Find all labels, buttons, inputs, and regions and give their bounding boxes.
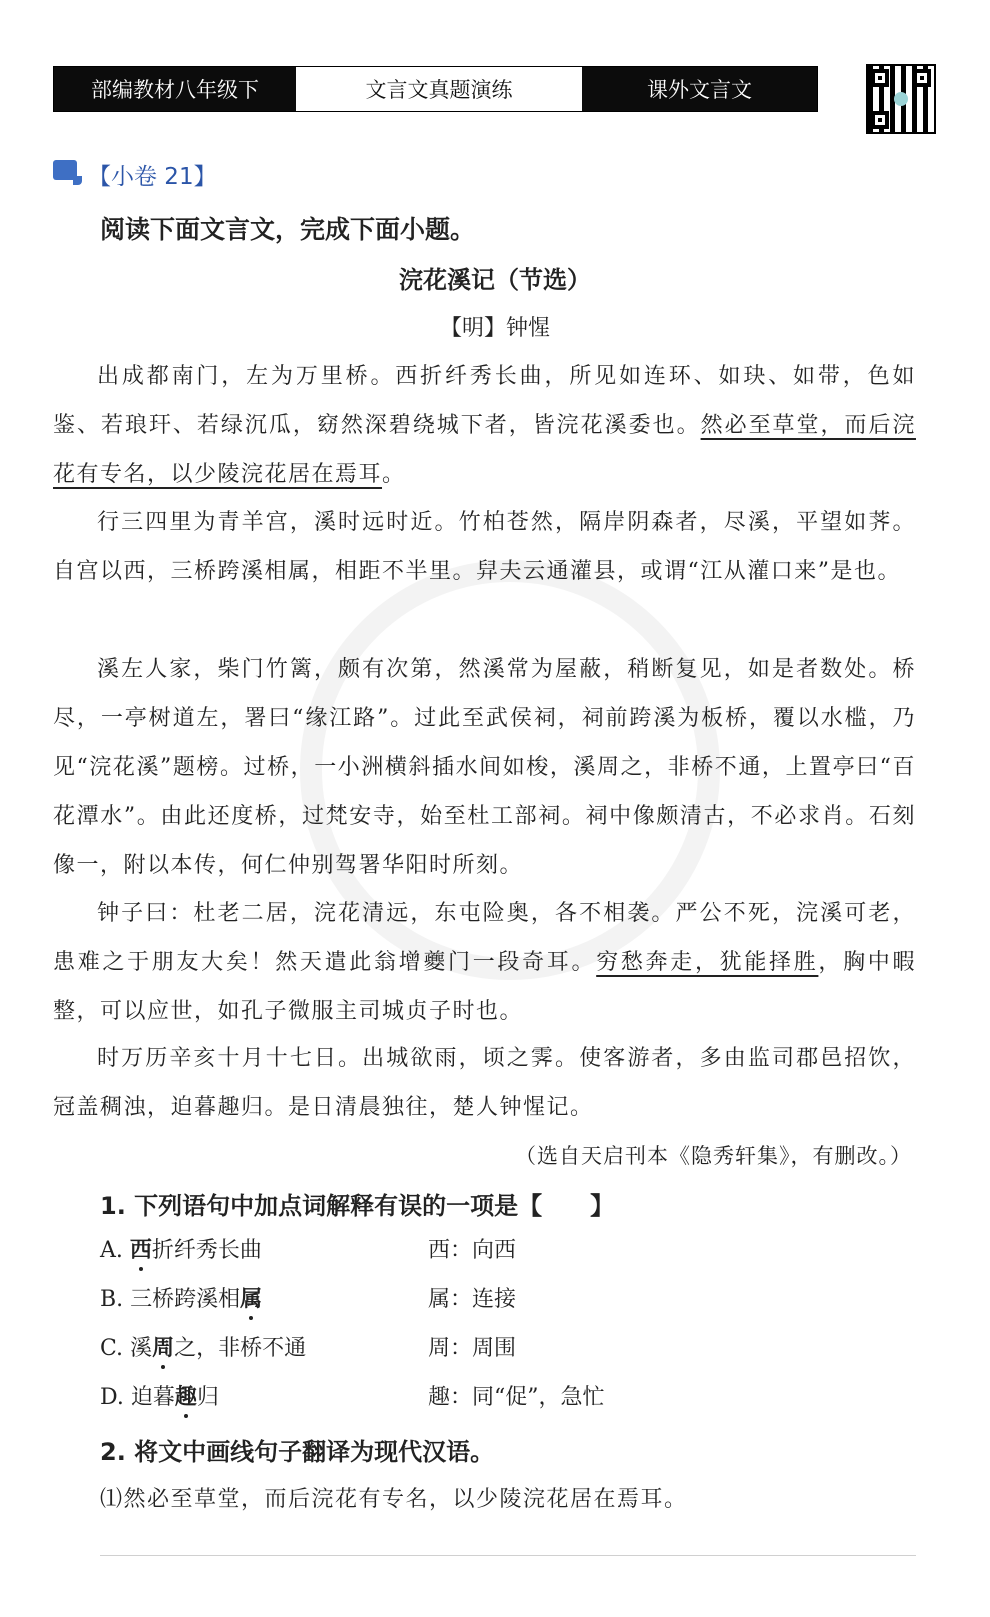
section-label: 【小卷 21】 bbox=[88, 164, 217, 190]
option-text: 迫暮 bbox=[130, 1385, 175, 1410]
paragraph-4-end: ，胸中暇整，可以应世，如孔子微服主司城贞子时也。 bbox=[53, 950, 916, 1024]
option-a-gloss: 西：向西 bbox=[428, 1238, 517, 1263]
option-c[interactable] bbox=[100, 1331, 306, 1362]
paragraph-3: 溪左人家，柴门竹篱，颇有次第，然溪常为屋蔽，稍断复见，如是者数处。桥尽，一亭树道左，署曰“缘江路”。过此至武侯祠，祠前跨溪为板桥，覆以水槛，乃见“浣花溪”题榜。过桥，一小洲横斜插水间如梭，溪周之，非桥不通，上置亭曰“百花潭水”。由此还度桥，过梵安寺，始至杜工部祠。祠中像颇清古，不必求肖。石刻像一，附以本传，何仁仲别驾署华阳时所刻。 bbox=[53, 657, 916, 878]
instruction-text: 阅读下面文言文，完成下面小题。 bbox=[100, 215, 476, 244]
header-topic-label: 文言文真题演练 bbox=[296, 67, 582, 111]
option-d[interactable] bbox=[100, 1380, 219, 1411]
option-c-gloss: 周：周围 bbox=[428, 1336, 517, 1361]
source-note: （选自天启刊本《隐秀轩集》，有删改。） bbox=[515, 1144, 912, 1168]
option-a[interactable] bbox=[100, 1233, 262, 1264]
paragraph-5: 时万历辛亥十月十七日。出城欲雨，顷之霁。使客游者，多由监司郡邑招饮，冠盖稠浊，迫暮趣归。是日清晨独往，楚人钟惺记。 bbox=[53, 1046, 916, 1120]
answer-line[interactable] bbox=[100, 1555, 916, 1556]
bookmark-icon bbox=[53, 160, 77, 180]
option-letter: D. bbox=[100, 1385, 131, 1410]
paragraph-2: 行三四里为青羊宫，溪时远时近。竹柏苍然，隔岸阴森者，尽溪，平望如荠。自宫以西，三桥跨溪相属，相距不半里。舁夫云通灌县，或谓“江从灌口来”是也。 bbox=[53, 510, 916, 584]
question-1: 1. 下列语句中加点词解释有误的一项是【 】 bbox=[100, 1192, 615, 1220]
header-bar bbox=[53, 66, 818, 112]
underlined-sentence-2: 穷愁奔走，犹能择胜 bbox=[596, 950, 819, 975]
option-b[interactable] bbox=[100, 1282, 262, 1313]
option-letter: C. bbox=[100, 1336, 131, 1361]
sub-question-1: ⑴然必至草堂，而后浣花有专名，以少陵浣花居在焉耳。 bbox=[100, 1487, 688, 1512]
option-letter: A. bbox=[100, 1238, 130, 1263]
header-category-label: 课外文言文 bbox=[582, 67, 817, 111]
dotted-word: 趣 bbox=[174, 1384, 197, 1410]
dotted-word: 属 bbox=[240, 1286, 263, 1312]
qr-code-icon[interactable] bbox=[866, 64, 936, 134]
option-text: 折纤秀长曲 bbox=[151, 1238, 262, 1263]
paragraph-1-text: 出成都南门，左为万里桥。西折纤秀长曲，所见如连环、如玦、如带，色如鉴、若琅玕、若绿沉瓜，窈然深碧绕城下者，皆浣花溪委也。 bbox=[53, 364, 916, 438]
option-text: 归 bbox=[196, 1385, 219, 1410]
passage-title: 浣花溪记（节选） bbox=[399, 266, 591, 294]
passage-author: 【明】钟惺 bbox=[439, 316, 550, 341]
paragraph-4 bbox=[53, 889, 916, 1036]
option-text: 溪 bbox=[130, 1336, 153, 1361]
paragraph-4-text: 钟子曰：杜老二居，浣花清远，东屯险奥，各不相袭。严公不死，浣溪可老，患难之于朋友大矣！然天遣此翁增夔门一段奇耳。 bbox=[53, 901, 916, 975]
option-text: 之，非桥不通 bbox=[174, 1336, 307, 1361]
option-b-gloss: 属：连接 bbox=[428, 1287, 517, 1312]
option-letter: B. bbox=[100, 1287, 131, 1312]
paragraph-1-end: 。 bbox=[382, 462, 406, 487]
question-2: 2. 将文中画线句子翻译为现代汉语。 bbox=[100, 1438, 495, 1466]
paragraph-1 bbox=[53, 352, 916, 499]
underlined-sentence-1: 然必至草堂，而后浣花有专名，以少陵浣花居在焉耳 bbox=[53, 413, 916, 487]
dotted-word: 周 bbox=[152, 1335, 175, 1361]
option-d-gloss: 趣：同“促”，急忙 bbox=[428, 1385, 605, 1410]
option-text: 三桥跨溪相 bbox=[130, 1287, 241, 1312]
header-textbook-label: 部编教材八年级下 bbox=[54, 67, 296, 111]
dotted-word: 西 bbox=[129, 1237, 152, 1263]
